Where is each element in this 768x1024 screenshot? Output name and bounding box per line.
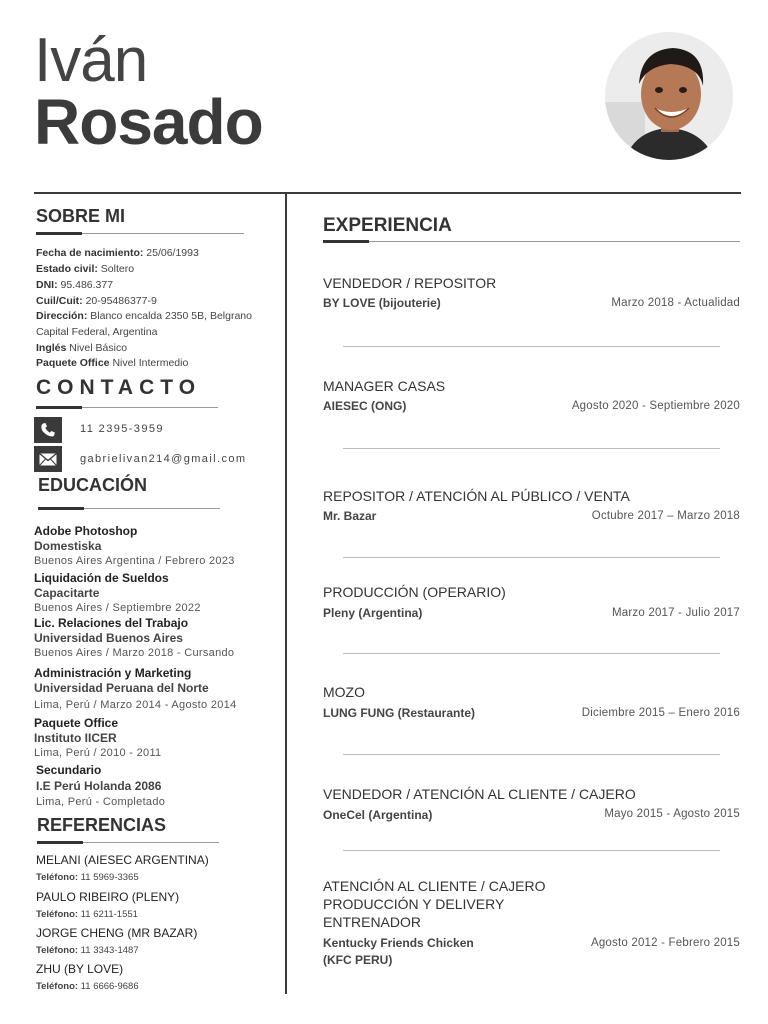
education-item <box>34 666 237 713</box>
info-dni: DNI: 95.486.377 <box>36 279 114 291</box>
education-title: Administración y Marketing <box>34 666 192 680</box>
reference-item <box>36 852 209 886</box>
experience-title: VENDEDOR / REPOSITOR <box>323 275 497 291</box>
reference-name: PAULO RIBEIRO (PLENY) <box>36 890 180 904</box>
education-meta: Lima, Perú / 2010 - 2011 <box>34 747 162 759</box>
info-birthdate: Fecha de nacimiento: 25/06/1993 <box>36 247 199 259</box>
experience-company: AIESEC (ONG) <box>323 399 407 413</box>
experience-title: MOZO <box>323 684 365 700</box>
experience-company: Kentucky Friends Chicken (KFC PERU) <box>323 936 474 967</box>
info-address-city: Capital Federal, Argentina <box>36 326 158 338</box>
education-meta: Lima, Perú / Marzo 2014 - Agosto 2014 <box>34 699 237 711</box>
educacion-underline <box>38 508 220 509</box>
education-title: Lic. Relaciones del Trabajo <box>34 616 189 630</box>
profile-photo <box>605 32 733 160</box>
education-institution: I.E Perú Holanda 2086 <box>36 779 162 793</box>
phone-icon <box>34 417 62 443</box>
reference-item <box>36 925 197 959</box>
education-institution: Domestiska <box>34 539 102 553</box>
experience-date: Agosto 2020 - Septiembre 2020 <box>571 400 740 412</box>
experience-company: Pleny (Argentina) <box>323 606 423 620</box>
experience-company: Mr. Bazar <box>323 509 377 523</box>
referencias-title: REFERENCIAS <box>37 815 167 835</box>
education-title: Adobe Photoshop <box>34 524 138 538</box>
experiencia-title: EXPERIENCIA <box>323 215 452 236</box>
sobre-mi-underline <box>36 233 244 234</box>
education-item <box>34 524 235 569</box>
email-icon <box>34 446 62 472</box>
education-institution: Universidad Buenos Aires <box>34 631 183 645</box>
education-meta: Buenos Aires Argentina / Febrero 2023 <box>34 555 235 567</box>
reference-item <box>36 961 139 995</box>
education-meta: Buenos Aires / Marzo 2018 - Cursando <box>34 647 235 659</box>
header-divider <box>34 192 741 194</box>
first-name: Iván <box>34 26 148 95</box>
education-item <box>34 571 201 616</box>
experience-separator <box>343 754 720 755</box>
info-office: Paquete Office Nivel Intermedio <box>36 357 189 369</box>
referencias-underline <box>37 842 219 843</box>
education-item <box>34 616 234 661</box>
education-institution: Capacitarte <box>34 586 100 600</box>
experience-date: Octubre 2017 – Marzo 2018 <box>591 510 740 522</box>
reference-phone: Teléfono: 11 6666-9686 <box>36 981 139 992</box>
contacto-title: CONTACTO <box>36 376 202 399</box>
experience-company: LUNG FUNG (Restaurante) <box>323 706 476 720</box>
education-institution: Universidad Peruana del Norte <box>34 681 209 695</box>
experience-title: ATENCIÓN AL CLIENTE / CAJERO PRODUCCIÓN Y DELIVERY ENTRENADOR <box>323 878 546 930</box>
experience-company: BY LOVE (bijouterie) <box>323 296 441 310</box>
education-item <box>36 763 165 810</box>
last-name: Rosado <box>34 86 263 158</box>
info-address: Dirección: Blanco encalda 2350 5B, Belgrano <box>36 310 252 322</box>
experience-separator <box>343 557 720 558</box>
educacion-title: EDUCACIÓN <box>38 475 148 495</box>
reference-phone: Teléfono: 11 5969-3365 <box>36 872 139 883</box>
experiencia-underline <box>323 241 740 242</box>
info-cuil: Cuil/Cuit: 20-95486377-9 <box>36 295 157 307</box>
experience-title: PRODUCCIÓN (OPERARIO) <box>323 584 506 600</box>
experience-title: REPOSITOR / ATENCIÓN AL PÚBLICO / VENTA <box>323 488 630 504</box>
experience-title: MANAGER CASAS <box>323 378 446 394</box>
experience-separator <box>343 653 720 654</box>
column-divider <box>285 194 287 994</box>
info-english: Inglés Nivel Básico <box>36 342 128 354</box>
contact-phone[interactable]: 11 2395-3959 <box>80 423 164 435</box>
reference-phone: Teléfono: 11 6211-1551 <box>36 909 138 920</box>
experience-separator <box>343 448 720 449</box>
experience-separator <box>343 850 720 851</box>
experience-company: OneCel (Argentina) <box>323 808 433 822</box>
experience-date: Diciembre 2015 – Enero 2016 <box>581 707 740 719</box>
contact-email[interactable]: gabrielivan214@gmail.com <box>80 453 247 465</box>
reference-name: ZHU (BY LOVE) <box>36 962 124 976</box>
reference-name: MELANI (AIESEC ARGENTINA) <box>36 853 209 867</box>
reference-item <box>36 889 179 923</box>
experience-date: Marzo 2017 - Julio 2017 <box>612 607 740 619</box>
reference-phone: Teléfono: 11 3343-1487 <box>36 945 139 956</box>
info-civil-status: Estado civil: Soltero <box>36 263 135 275</box>
contacto-underline <box>36 407 218 408</box>
education-item <box>34 716 161 761</box>
education-title: Paquete Office <box>34 716 119 730</box>
experience-separator <box>343 346 720 347</box>
education-meta: Lima, Perú - Completado <box>36 796 166 808</box>
experience-date: Agosto 2012 - Febrero 2015 <box>590 937 740 949</box>
experience-date: Mayo 2015 - Agosto 2015 <box>604 808 740 820</box>
education-meta: Buenos Aires / Septiembre 2022 <box>34 602 201 614</box>
sobre-mi-title: SOBRE MI <box>36 206 126 226</box>
experience-date: Marzo 2018 - Actualidad <box>611 297 740 309</box>
education-institution: Instituto IICER <box>34 731 117 745</box>
experience-title: VENDEDOR / ATENCIÓN AL CLIENTE / CAJERO <box>323 786 636 802</box>
reference-name: JORGE CHENG (MR BAZAR) <box>36 926 198 940</box>
education-title: Liquidación de Sueldos <box>34 571 169 585</box>
education-title: Secundario <box>36 763 102 777</box>
